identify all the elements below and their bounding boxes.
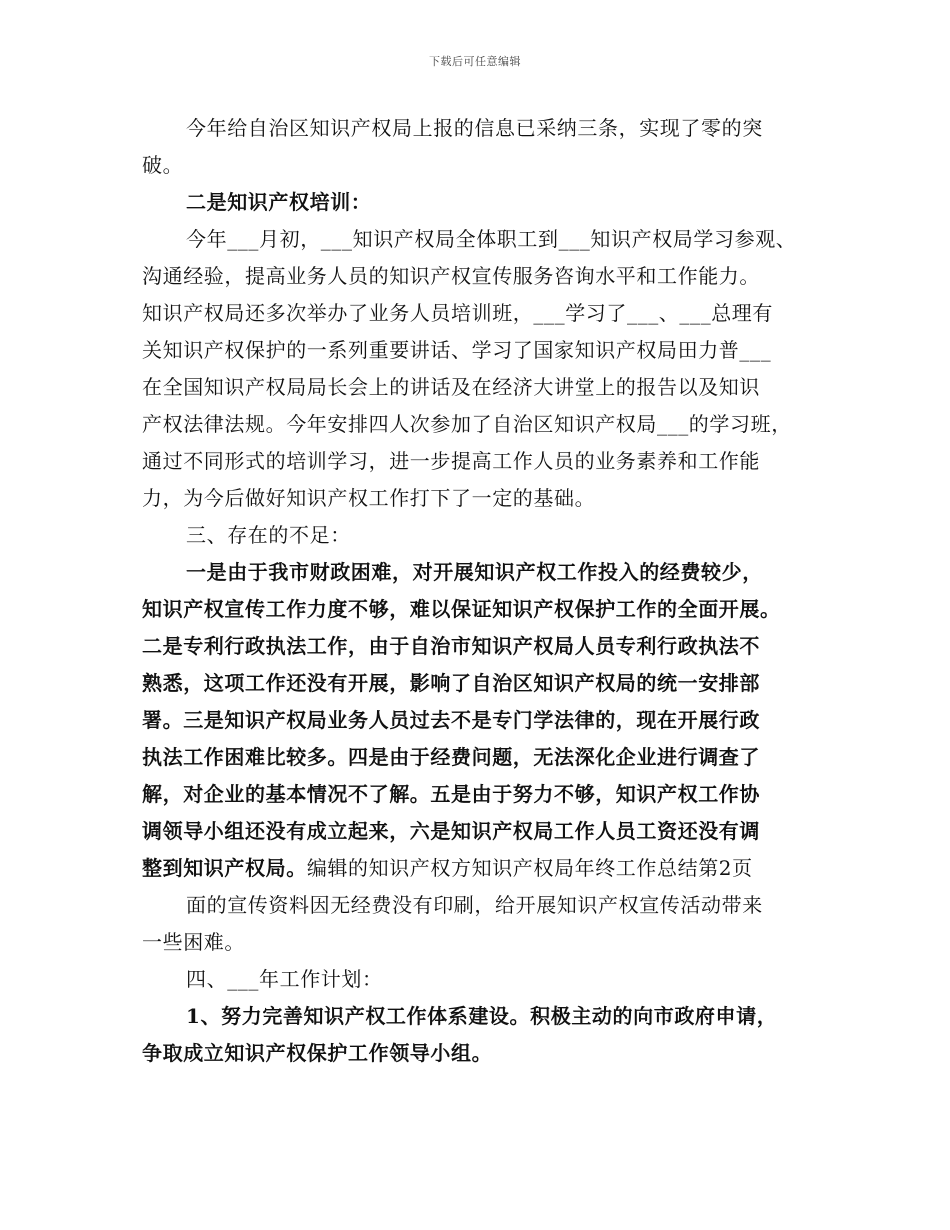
text-line: 争取成立知识产权保护工作领导小组。: [142, 1041, 493, 1065]
text-block-main: [142, 110, 822, 850]
document-body: [142, 110, 822, 1072]
text-line: 力，为今后做好知识产权工作打下了一定的基础。: [142, 486, 596, 510]
text-line: 署。三是知识产权局业务人员过去不是专门学法律的，现在开展行政: [142, 708, 760, 732]
text-line: 二是专利行政执法工作，由于自治市知识产权局人员专利行政执法不: [142, 634, 760, 658]
text-line: 解，对企业的基本情况不了解。五是由于努力不够，知识产权工作协: [142, 782, 760, 806]
text-line: 在全国知识产权局局长会上的讲话及在经济大讲堂上的报告以及知识: [142, 375, 760, 399]
text-line: 产权法律法规。今年安排四人次参加了自治区知识产权局___的学习班，: [142, 412, 792, 436]
text-line: 1、努力完善知识产权工作体系建设。积极主动的向市政府申请，: [186, 1004, 778, 1028]
text-line: 沟通经验，提高业务人员的知识产权宣传服务咨询水平和工作能力。: [142, 264, 760, 288]
text-line: 二是知识产权培训：: [186, 190, 372, 214]
text-line: 一是由于我市财政困难，对开展知识产权工作投入的经费较少，: [186, 560, 763, 584]
text-line-mixed: [142, 850, 822, 887]
text-line: 关知识产权保护的一系列重要讲话、学习了国家知识产权局田力普___: [142, 338, 772, 362]
text-line: 知识产权宣传工作力度不够，难以保证知识产权保护工作的全面开展。: [142, 597, 781, 621]
text-line: 通过不同形式的培训学习，进一步提高工作人员的业务素养和工作能: [142, 449, 760, 473]
page-header-note: 下载后可任意编辑: [429, 55, 521, 68]
text-normal-fragment: 编辑的知识产权方知识产权局年终工作总结第2页: [306, 856, 753, 880]
text-line: 一些困难。: [142, 930, 245, 954]
text-line: 熟悉，这项工作还没有开展，影响了自治区知识产权局的统一安排部: [142, 671, 760, 695]
text-line: 破。: [142, 153, 184, 177]
text-block-after: [142, 887, 822, 1072]
text-line: 调领导小组还没有成立起来，六是知识产权局工作人员工资还没有调: [142, 819, 760, 843]
text-line: 执法工作困难比较多。四是由于经费问题，无法深化企业进行调查了: [142, 745, 760, 769]
text-line: 面的宣传资料因无经费没有印刷，给开展知识产权宣传活动带来: [186, 893, 763, 917]
text-line: 今年___月初，___知识产权局全体职工到___知识产权局学习参观、: [186, 227, 797, 251]
text-line: 四、___年工作计划：: [186, 967, 383, 991]
text-bold-fragment: 整到知识产权局。: [142, 856, 307, 880]
text-line: 三、存在的不足：: [186, 523, 351, 547]
text-line: 今年给自治区知识产权局上报的信息已采纳三条，实现了零的突: [186, 116, 763, 140]
text-line: 知识产权局还多次举办了业务人员培训班，___学习了___、___总理有: [142, 301, 773, 325]
